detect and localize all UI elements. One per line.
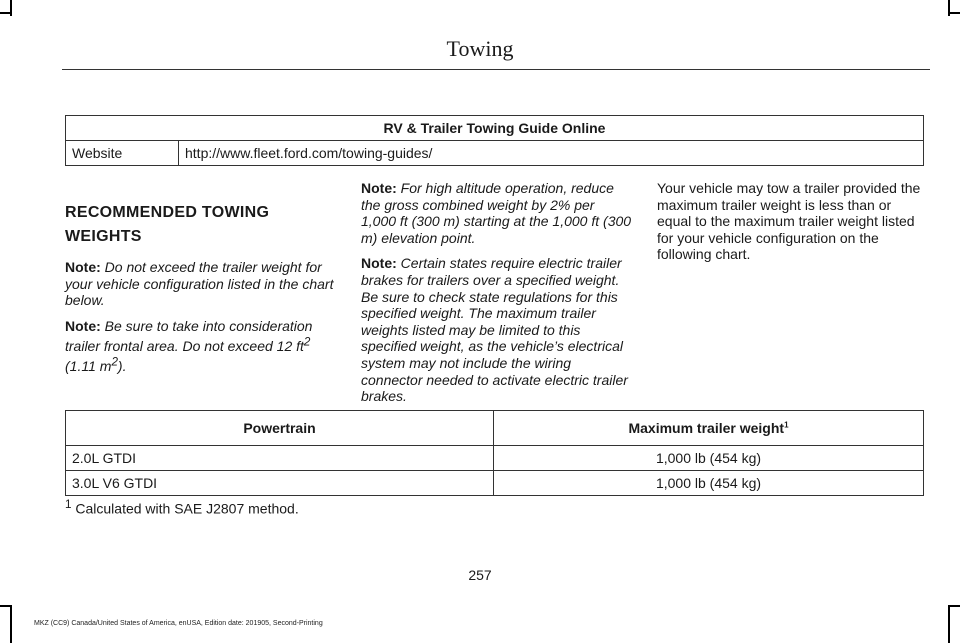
- header-divider: [62, 69, 930, 70]
- note-label: Note:: [65, 317, 101, 334]
- note-text: Certain states require electric trailer brakes for trailers over a specified weight. Be sure to check state regulations for this specified weight. The maximum trailer weights listed may be limited to this specified weight, as the vehicle’s electrical system may not include the wiring connector needed to activate electric trailer brakes.: [361, 255, 628, 405]
- page-number: 257: [468, 567, 492, 583]
- table-row: [66, 141, 924, 166]
- crop-mark: [948, 605, 950, 643]
- note-paragraph: [361, 180, 633, 246]
- towing-guide-table: [65, 115, 924, 166]
- note-text: Be sure to take into consideration trailer frontal area. Do not exceed 12 $ft^2$ (1.11 $m^2$).: [65, 317, 313, 375]
- table-cell-label: Website: [66, 141, 179, 166]
- powertrain-cell: 2.0L GTDI: [66, 446, 494, 471]
- crop-mark: [0, 605, 12, 607]
- note-text: Do not exceed the trailer weight for your vehicle configuration listed in the chart below.: [65, 259, 334, 309]
- column-header-max-weight: Maximum trailer weight$^1$: [494, 411, 924, 446]
- website-link[interactable]: http://www.fleet.ford.com/towing-guides/: [179, 141, 924, 166]
- text-column-1: [65, 180, 337, 384]
- note-label: Note:: [361, 255, 397, 272]
- edition-footer: MKZ (CC9) Canada/United States of America, enUSA, Edition date: 201905, Second-Printing: [34, 620, 323, 627]
- crop-mark: [948, 12, 960, 14]
- text-column-3: [657, 180, 929, 272]
- text-column-2: [361, 180, 633, 414]
- note-label: Note:: [361, 180, 397, 196]
- table-header-row: [66, 411, 924, 446]
- powertrain-cell: 3.0L V6 GTDI: [66, 471, 494, 496]
- table-header: RV & Trailer Towing Guide Online: [66, 116, 924, 141]
- page-title: Towing: [446, 36, 514, 61]
- crop-mark: [0, 12, 12, 14]
- note-paragraph: [65, 318, 337, 375]
- max-weight-cell: 1,000 lb (454 kg): [494, 471, 924, 496]
- body-paragraph: Your vehicle may tow a trailer provided the maximum trailer weight is less than or equal to the maximum trailer weight listed for your vehicle configuration on the following chart.: [657, 180, 921, 263]
- trailer-weight-table: [65, 410, 924, 496]
- crop-mark: [948, 605, 960, 607]
- note-paragraph: [65, 259, 337, 309]
- section-heading: RECOMMENDED TOWING WEIGHTS: [65, 204, 270, 245]
- table-row: [66, 446, 924, 471]
- table-header-row: [66, 116, 924, 141]
- note-text: For high altitude operation, reduce the gross combined weight by 2% per 1,000 ft (300 m) starting at the 1,000 ft (300 m) elevation point.: [361, 180, 632, 246]
- max-weight-cell: 1,000 lb (454 kg): [494, 446, 924, 471]
- crop-mark: [10, 605, 12, 643]
- table-footnote: $^1$ Calculated with SAE J2807 method.: [65, 498, 299, 517]
- table-row: [66, 471, 924, 496]
- note-paragraph: [361, 255, 633, 404]
- note-label: Note:: [65, 259, 101, 275]
- column-header-powertrain: Powertrain: [66, 411, 494, 446]
